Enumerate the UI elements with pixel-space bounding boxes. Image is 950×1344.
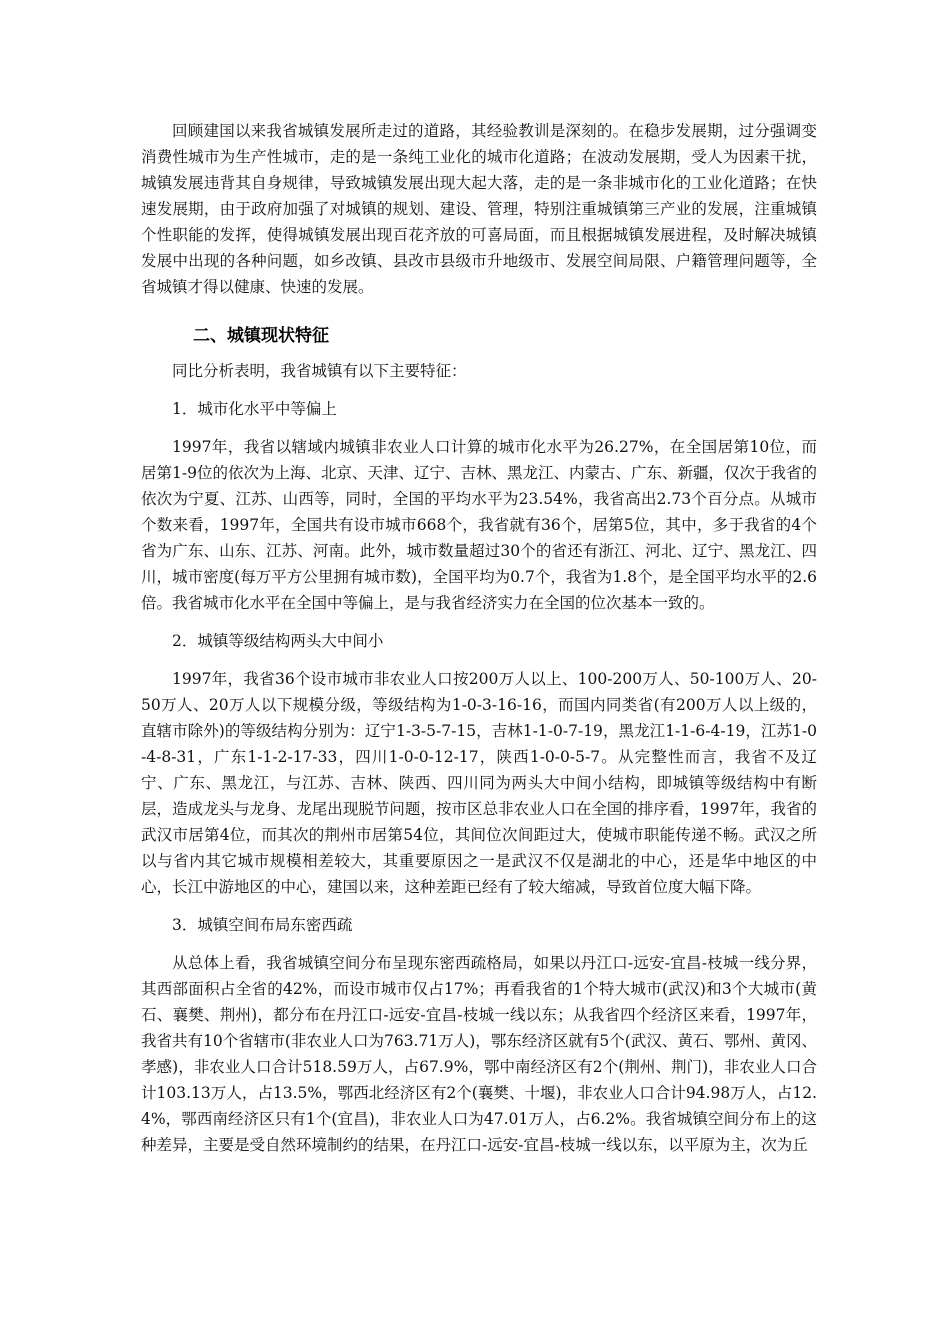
section-heading: 二、城镇现状特征 (193, 326, 329, 346)
section-intro: 同比分析表明，我省城镇有以下主要特征： (172, 362, 467, 380)
subsection-body-spatial-layout: 从总体上看，我省城镇空间分布呈现东密西疏格局，如果以丹江口-远安-宜昌-枝城一线分界，其西部面积占全省的42%，而设市城市仅占17%；再看我省的1个特大城市(武汉)和3个大城市(黄石、襄樊、荆州)，都分布在丹江口-远安-宜昌-枝城一线以东；从我省四个经济区来看，1997年，我省共有10个省辖市(非农业人口为763.71万人)，鄂东经济区就有5个(武汉、黄石、鄂州、黄冈、孝感)，非农业人口合计518.59万人，占67.9%，鄂中南经济区有2个(荆州、荆门)，非农业人口合计103.13万人，占13.5%，鄂西北经济区有2个(襄樊、十堰)，非农业人口合计94.98万人，占12.4%，鄂西南经济区只有1个(宜昌)，非农业人口为47.01万人，占6.2%。我省城镇空间分布上的这种差异，主要是受自然环境制约的结果，在丹江口-远安-宜昌-枝城一线以东，以平原为主，次为丘 (141, 954, 817, 1154)
subsection-body-urbanization-level: 1997年，我省以辖域内城镇非农业人口计算的城市化水平为26.27%，在全国居第10位，而居第1-9位的依次为上海、北京、天津、辽宁、吉林、黑龙江、内蒙古、广东、新疆，仅次于我省的依次为宁夏、江苏、山西等，同时，全国的平均水平为23.54%，我省高出2.73个百分点。从城市个数来看，1997年，全国共有设市城市668个，我省就有36个，居第5位，其中，多于我省的4个省为广东、山东、江苏、河南。此外，城市数量超过30个的省还有浙江、河北、辽宁、黑龙江、四川，城市密度(每万平方公里拥有城市数)，全国平均为0.7个，我省为1.8个，是全国平均水平的2.6倍。我省城市化水平在全国中等偏上，是与我省经济实力在全国的位次基本一致的。 (141, 438, 817, 612)
subsection-title-hierarchy-structure: 2．城镇等级结构两头大中间小 (172, 632, 384, 650)
subsection-title-spatial-layout: 3．城镇空间布局东密西疏 (172, 916, 353, 934)
subsection-title-urbanization-level: 1．城市化水平中等偏上 (172, 400, 337, 418)
document-page (141, 118, 817, 1158)
subsection-body-hierarchy-structure: 1997年，我省36个设市城市非农业人口按200万人以上、100-200万人、50-100万人、20-50万人、20万人以下规模分级，等级结构为1-0-3-16-16，而国内同类省(有200万人以上级的，直辖市除外)的等级结构分别为：辽宁1-3-5-7-15，吉林1-1-0-7-19，黑龙江1-1-6-4-19，江苏1-0-4-8-31，广东1-1-2-17-33，四川1-0-0-12-17，陕西1-0-0-5-7。从完整性而言，我省不及辽宁、广东、黑龙江，与江苏、吉林、陕西、四川同为两头大中间小结构，即城镇等级结构中有断层，造成龙头与龙身、龙尾出现脱节问题，按市区总非农业人口在全国的排序看，1997年，我省的武汉市居第4位，而其次的荆州市居第54位，其间位次间距过大，使城市职能传递不畅。武汉之所以与省内其它城市规模相差较大，其重要原因之一是武汉不仅是湖北的中心，还是华中地区的中心，长江中游地区的中心，建国以来，这种差距已经有了较大缩减，导致首位度大幅下降。 (141, 670, 817, 896)
paragraph-review: 回顾建国以来我省城镇发展所走过的道路，其经验教训是深刻的。在稳步发展期，过分强调变消费性城市为生产性城市，走的是一条纯工业化的城市化道路；在波动发展期，受人为因素干扰，城镇发展违背其自身规律，导致城镇发展出现大起大落，走的是一条非城市化的工业化道路；在快速发展期，由于政府加强了对城镇的规划、建设、管理，特别注重城镇第三产业的发展，注重城镇个性职能的发挥，使得城镇发展出现百花齐放的可喜局面，而且根据城镇发展进程，及时解决城镇发展中出现的各种问题，如乡改镇、县改市县级市升地级市、发展空间局限、户籍管理问题等，全省城镇才得以健康、快速的发展。 (141, 122, 817, 296)
